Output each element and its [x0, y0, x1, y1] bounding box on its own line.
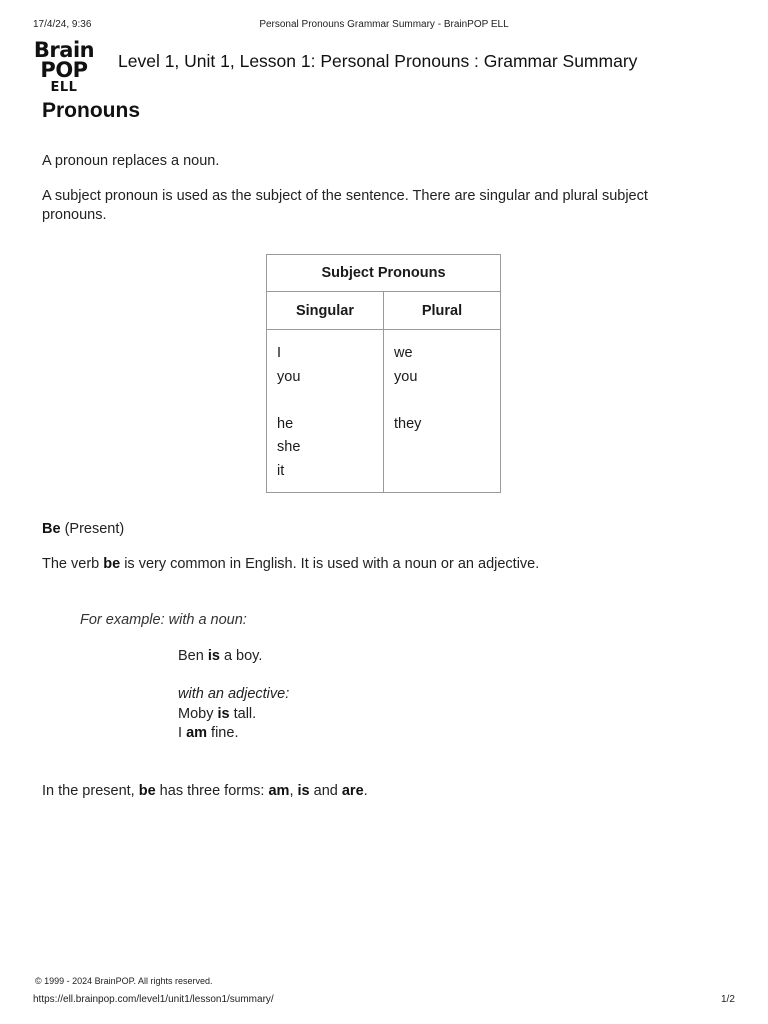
table-cell-line: it	[277, 462, 285, 479]
bold-span: is	[297, 783, 310, 799]
brainpop-ell-logo	[33, 40, 95, 94]
text-span: I	[178, 725, 187, 741]
text-span: is very common in English. It is used with a noun or an adjective.	[120, 556, 540, 572]
text-span: fine.	[207, 725, 239, 741]
example-adjective-1	[178, 705, 256, 725]
page-number: 1/2	[721, 994, 735, 1005]
table-cell-line: we	[394, 345, 413, 361]
text-span: a boy.	[219, 648, 263, 664]
subject-pronouns-table	[266, 254, 501, 493]
bold-span: am	[186, 725, 208, 741]
table-cell-line	[394, 389, 490, 413]
bold-span: are	[341, 783, 364, 799]
table-cell-line: they	[394, 415, 422, 432]
text-span: The verb	[42, 556, 104, 572]
lesson-title: Level 1, Unit 1, Lesson 1: Personal Pronouns : Grammar Summary	[118, 51, 638, 71]
be-heading-rest: (Present)	[60, 521, 125, 537]
text-span: has three forms:	[155, 783, 269, 799]
copyright-notice: © 1999 - 2024 BrainPOP. All rights reserved.	[35, 976, 213, 986]
table-cell-line	[394, 436, 490, 460]
paragraph-subject-pronoun: A subject pronoun is used as the subject of the sentence. There are singular and plural subject pronouns.	[42, 188, 648, 223]
example-adjective-label: with an adjective:	[178, 686, 290, 702]
plural-pronouns-cell	[384, 330, 501, 493]
table-cell-line: you	[394, 368, 418, 385]
logo-line-pop: POP	[40, 58, 88, 82]
example-noun	[178, 647, 262, 667]
bold-span: be	[103, 556, 121, 572]
be-forms-sentence	[42, 782, 368, 801]
example-adjective-2	[178, 724, 238, 744]
paragraph-pronoun-definition: A pronoun replaces a noun.	[42, 153, 220, 169]
section-heading: Pronouns	[42, 99, 140, 122]
table-cell-line: she	[277, 439, 301, 455]
table-caption: Subject Pronouns	[267, 255, 501, 292]
example-intro: For example: with a noun:	[80, 612, 247, 628]
column-header-plural: Plural	[384, 292, 501, 330]
table-cell-line	[394, 460, 490, 484]
text-span: .	[363, 783, 368, 799]
bold-span: is	[217, 706, 230, 722]
table-cell-line: I	[277, 345, 282, 361]
column-header-singular: Singular	[267, 292, 384, 330]
logo-line-brain: Brain	[33, 38, 95, 62]
table-cell-line: you	[277, 368, 301, 385]
text-span: and	[309, 783, 342, 799]
table-cell-line	[277, 389, 373, 413]
page-url-link[interactable]: https://ell.brainpop.com/level1/unit1/lesson1/summary/	[33, 994, 274, 1005]
be-present-heading	[42, 520, 124, 539]
text-span: ,	[289, 783, 298, 799]
print-title: Personal Pronouns Grammar Summary - BrainPOP ELL	[259, 19, 509, 30]
text-span: Ben	[178, 648, 208, 664]
singular-pronouns-cell	[267, 330, 384, 493]
be-description	[42, 555, 539, 574]
bold-span: be	[138, 783, 156, 799]
text-span: Moby	[178, 706, 218, 722]
be-heading-bold: Be	[42, 521, 61, 537]
table-cell-line: he	[277, 415, 294, 432]
print-date: 17/4/24, 9:36	[33, 19, 92, 30]
bold-span: is	[207, 648, 220, 664]
text-span: In the present,	[42, 783, 139, 799]
text-span: tall.	[229, 706, 257, 722]
logo-line-ell: ELL	[50, 80, 78, 95]
bold-span: am	[268, 783, 290, 799]
